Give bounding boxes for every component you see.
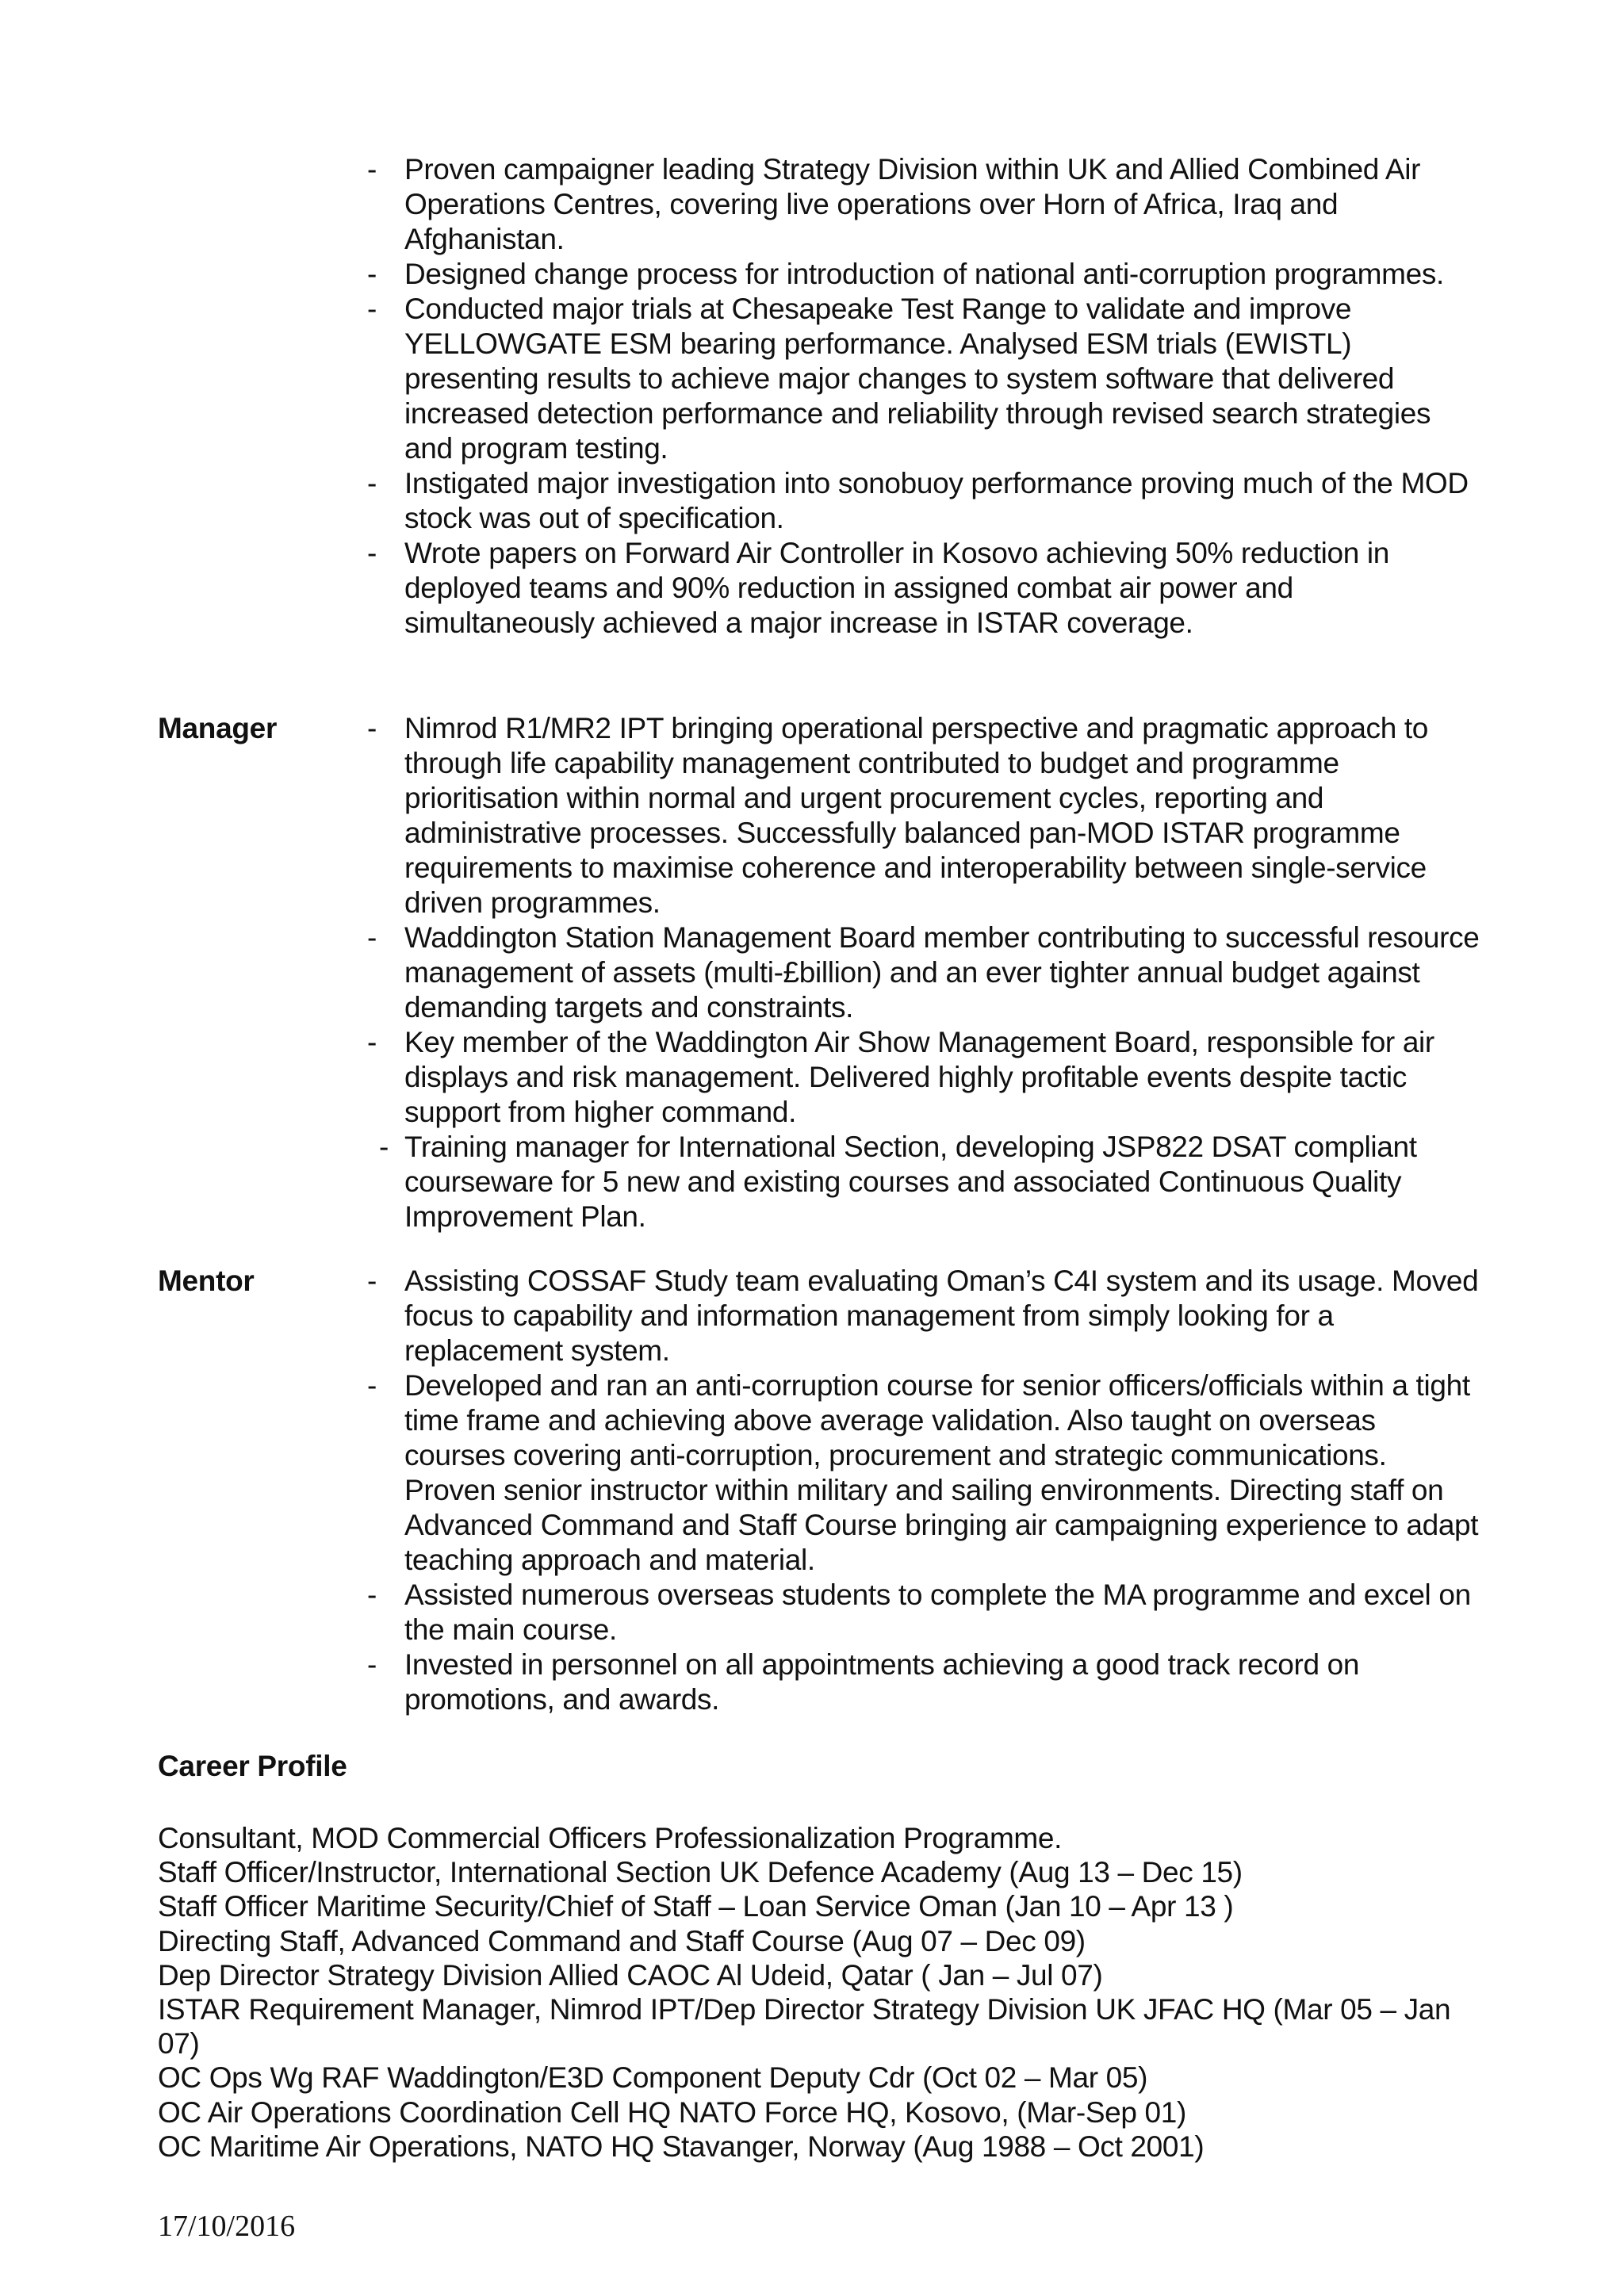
career-entry: OC Air Operations Coordination Cell HQ NATO Force HQ, Kosovo, (Mar-Sep 01): [158, 2095, 1186, 2129]
bullet-dash: -: [367, 1369, 377, 1402]
career-entry: Directing Staff, Advanced Command and Staff Course (Aug 07 – Dec 09): [158, 1924, 1086, 1957]
list-item: - Instigated major investigation into sonobuoy performance proving much of the MOD stock was out of specification.: [367, 467, 1469, 534]
career-entry: ISTAR Requirement Manager, Nimrod IPT/Dep Director Strategy Division UK JFAC HQ (Mar 05 – Jan 07): [158, 1993, 1451, 2061]
list-item: - Training manager for International Section, developing JSP822 DSAT compliant courseware for 5 new and existing courses and associated Continuous Quality Improvement Plan.: [379, 1131, 1417, 1233]
career-profile-heading: Career Profile: [158, 1750, 347, 1782]
mentor-bullet-list: [0, 1264, 1624, 1717]
manager-bullet-list: [0, 711, 1624, 1234]
footer-date: 17/10/2016: [158, 2210, 296, 2243]
list-item: - Nimrod R1/MR2 IPT bringing operational perspective and pragmatic approach to through life capability management contributed to budget and programme prioritisation within normal and urgent procurement cycles, reporting and administrative processes. Successfully balanced pan-MOD ISTAR programme requirements to maximise coherence and interoperability between single-service driven programmes.: [367, 712, 1429, 919]
bullet-dash: -: [367, 1648, 377, 1681]
mentor-heading: Mentor: [158, 1265, 255, 1297]
bullet-dash: -: [367, 153, 377, 186]
list-item: - Designed change process for introduction of national anti-corruption programmes.: [367, 258, 1444, 290]
career-entry: Dep Director Strategy Division Allied CAOC Al Udeid, Qatar ( Jan – Jul 07): [158, 1958, 1103, 1992]
bullet-dash: -: [367, 1578, 377, 1611]
bullet-dash: -: [367, 293, 377, 325]
bullet-dash: -: [379, 1131, 389, 1163]
career-entry: OC Maritime Air Operations, NATO HQ Stavanger, Norway (Aug 1988 – Oct 2001): [158, 2130, 1205, 2163]
list-item: - Assisting COSSAF Study team evaluating Oman’s C4I system and its usage. Moved focus to capability and information management from simply looking for a replacement system.: [367, 1265, 1479, 1367]
list-item: - Waddington Station Management Board member contributing to successful resource management of assets (multi-£billion) and an ever tighter annual budget against demanding targets and constraints.: [367, 921, 1480, 1024]
list-item: - Developed and ran an anti-corruption course for senior officers/officials within a tight time frame and achieving above average validation. Also taught on overseas courses covering anti-corruption, procurement and strategic communications. Proven senior instructor within military and sailing environments. Directing staff on Advanced Command and Staff Course bringing air campaigning experience to adapt teaching approach and material.: [367, 1369, 1479, 1576]
list-item: - Assisted numerous overseas students to complete the MA programme and excel on the main course.: [367, 1578, 1471, 1646]
intro-bullet-list: [0, 152, 1624, 641]
manager-heading: Manager: [158, 712, 278, 744]
career-profile-list: [158, 1821, 1490, 2164]
list-item: - Proven campaigner leading Strategy Division within UK and Allied Combined Air Operations Centres, covering live operations over Horn of Africa, Iraq and Afghanistan.: [367, 153, 1421, 255]
bullet-dash: -: [367, 712, 377, 744]
career-entry: Consultant, MOD Commercial Officers Professionalization Programme.: [158, 1822, 1063, 1854]
bullet-dash: -: [367, 467, 377, 499]
list-item: - Invested in personnel on all appointments achieving a good track record on promotions, and awards.: [367, 1648, 1360, 1716]
list-item: - Conducted major trials at Chesapeake Test Range to validate and improve YELLOWGATE ESM bearing performance. Analysed ESM trials (EWISTL) presenting results to achieve major changes to system software that delivered increased detection performance and reliability through revised search strategies and program testing.: [367, 293, 1431, 465]
bullet-dash: -: [367, 1026, 377, 1058]
career-entry: Staff Officer Maritime Security/Chief of Staff – Loan Service Oman (Jan 10 – Apr 13 ): [158, 1890, 1234, 1923]
bullet-dash: -: [367, 258, 377, 290]
mentor-section: [0, 1264, 1624, 1717]
bullet-dash: -: [367, 537, 377, 569]
bullet-dash: -: [367, 1265, 377, 1297]
career-entry: Staff Officer/Instructor, International Section UK Defence Academy (Aug 13 – Dec 15): [158, 1856, 1243, 1889]
manager-section: [0, 711, 1624, 1234]
list-item: - Wrote papers on Forward Air Controller in Kosovo achieving 50% reduction in deployed teams and 90% reduction in assigned combat air power and simultaneously achieved a major increase in ISTAR coverage.: [367, 537, 1389, 639]
bullet-dash: -: [367, 921, 377, 954]
list-item: - Key member of the Waddington Air Show Management Board, responsible for air displays and risk management. Delivered highly profitable events despite tactic support from higher command.: [367, 1026, 1434, 1128]
career-entry: OC Ops Wg RAF Waddington/E3D Component Deputy Cdr (Oct 02 – Mar 05): [158, 2061, 1148, 2095]
